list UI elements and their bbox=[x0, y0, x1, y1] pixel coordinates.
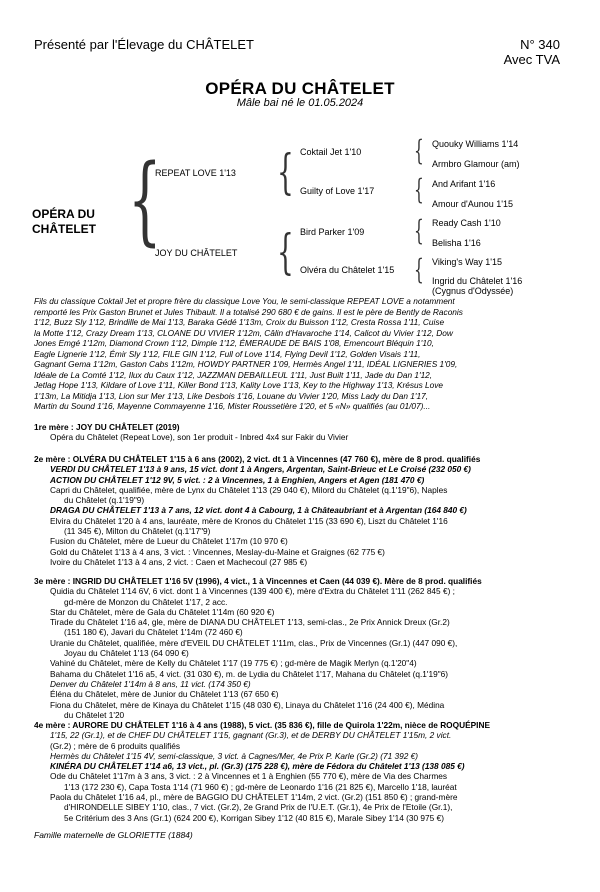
pedigree-ss-sire: Quouky Williams 1'14 bbox=[432, 139, 519, 149]
intro-line: Jones Emgé 1'12m, Diamond Crown 1'12, Dimple 1'12, ÉMERAUDE DE BAIS 1'08, Emencourt Bléquin 1'10, bbox=[34, 338, 434, 348]
intro-line: remporté les Prix Gaston Brunet et Jules Thibault. Il a totalisé 290 680 € de gains. Il est le père de Bently de Raconis bbox=[34, 306, 463, 317]
third-dam-produce: Tirade du Châtelet 1'16 a4, gle, mère de DIANA DU CHÂTELET 1'13, semi-clas., 2e Prix Annick Dreux (Gr.2) bbox=[50, 617, 450, 628]
third-dam-produce: Fiona du Châtelet, mère de Kinaya du Châtelet 1'15 (48 030 €), Linaya du Châtelet 1'16 (24 400 €), Médina bbox=[50, 699, 445, 710]
pedigree-dam-sire: Bird Parker 1'09 bbox=[300, 227, 365, 237]
section-fourth-dam bbox=[34, 720, 574, 823]
third-dam-produce: Bahama du Châtelet 1'16 a5, 4 vict. (31 030 €), m. de Lydia du Châtelet 1'17, Mahana du Châtelet (q.1'19"6) bbox=[50, 668, 449, 679]
fourth-dam-produce-cont: d'HIRONDELLE SIBEY 1'10, clas., 7 vict. (Gr.2), 2e Grand Prix de l'U.E.T. (Gr.1), 4e Prix de l'Etoile (Gr.1), bbox=[64, 802, 453, 813]
pedigree-dam: JOY DU CHÂTELET bbox=[155, 248, 238, 258]
brace-ds: { bbox=[414, 214, 424, 247]
second-dam-produce: DRAGA DU CHÂTELET 1'13 à 7 ans, 12 vict. dont 4 à Cabourg, 1 à Châteaubriant et à Argentan (164 840 €) bbox=[50, 505, 467, 516]
horse-subtitle: Mâle bai né le 01.05.2024 bbox=[236, 97, 364, 109]
second-dam-produce-cont: (11 345 €), Milton du Châtelet (q.1'17"9) bbox=[64, 526, 211, 537]
pedigree-horse-line2: CHÂTELET bbox=[32, 222, 96, 236]
third-dam-produce: Quidia du Châtelet 1'14 6V, 6 vict. dont 1 à Vincennes (139 400 €), mère d'Extra du Châtelet 1'11 (262 845 €) ; bbox=[50, 586, 455, 597]
pedigree-sire-dam: Guilty of Love 1'17 bbox=[300, 186, 375, 196]
lot-info bbox=[504, 37, 560, 67]
intro-line: Fils du classique Coktail Jet et propre frère du classique Love You, le semi-classique REPEAT LOVE a notamment bbox=[34, 296, 455, 306]
section-first-dam bbox=[34, 422, 574, 443]
second-dam-produce: Fusion du Châtelet, mère de Lueur du Châtelet 1'17m (10 970 €) bbox=[50, 536, 288, 547]
fourth-dam-produce: KINÉRA DU CHÂTELET 1'14 a6, 13 vict., pl. (Gr.3) (175 228 €), mère de Fédora du Châtelet 1'13 (138 085 €) bbox=[50, 761, 465, 772]
second-dam-produce: Gold du Châtelet 1'13 à 4 ans, 3 vict. : Vincennes, Meslay-du-Maine et Graignes (62 775 €) bbox=[50, 546, 385, 557]
intro-paragraph bbox=[34, 296, 570, 412]
brace-ss: { bbox=[414, 134, 424, 167]
third-dam-produce-cont: du Châtelet 1'20 bbox=[64, 709, 125, 720]
intro-line: 1'12, Buzz Sly 1'12, Brindille de Mai 1'13, Baraka Gédé 1'13m, Croix du Buisson 1'12, Cresta Rossa 1'11, Cuise bbox=[34, 317, 445, 327]
third-dam-produce: Star du Châtelet, mère de Gala du Châtelet 1'14m (60 920 €) bbox=[50, 606, 275, 617]
second-dam-produce: ACTION DU CHÂTELET 1'12 9V, 5 vict. : 2 à Vincennes, 1 à Enghien, Angers et Agen (181 470 €) bbox=[50, 474, 425, 485]
presenter-line: Présenté par l'Élevage du CHÂTELET bbox=[34, 37, 254, 52]
brace-dam: { bbox=[277, 224, 294, 280]
second-dam-produce-cont: du Châtelet (q.1'19"9) bbox=[64, 495, 145, 506]
brace-dd: { bbox=[414, 253, 424, 286]
pedigree-dd-sire: Viking's Way 1'15 bbox=[432, 257, 502, 267]
pedigree-sire: REPEAT LOVE 1'13 bbox=[155, 168, 236, 178]
third-dam-produce: Vahiné du Châtelet, mère de Kelly du Châtelet 1'17 (19 775 €) ; gd-mère de Magik Merlyn (q.1'20"4) bbox=[50, 658, 417, 669]
brace-sd: { bbox=[414, 173, 424, 206]
intro-line: Gagnant Gema 1'12m, Gaston Cabs 1'12m, HOWDY PARTNER 1'09, Hermès Angel 1'11, IDÉAL LIGNERIES 1'09, bbox=[34, 359, 458, 369]
pedigree-dd-dam: Ingrid du Châtelet 1'16 bbox=[432, 276, 523, 286]
brace-main: { bbox=[128, 144, 162, 256]
pedigree-sd-sire: And Arifant 1'16 bbox=[432, 179, 496, 189]
section-second-dam bbox=[34, 454, 574, 567]
third-dam-produce-cont: (151 180 €), Javari du Châtelet 1'14m (72 460 €) bbox=[64, 627, 243, 638]
intro-line: la Motte 1'12, Crazy Dream 1'13, CLOANE DU VIVIER 1'12m, Câlin d'Havaroche 1'14, Calicot du Vivier 1'12, Dow bbox=[34, 327, 453, 338]
third-dam-produce: Denver du Châtelet 1'14m à 8 ans, 11 vict. (174 350 €) bbox=[50, 678, 251, 689]
pedigree-horse bbox=[32, 207, 132, 237]
first-dam-heading: 1re mère : JOY DU CHÂTELET (2019) bbox=[34, 422, 180, 432]
fourth-dam-heading-cont: 1'15, 22 (Gr.1), et de CHEF DU CHÂTELET 1'15, gagnant (Gr.3), et de DERBY DU CHÂTELET 1'15m, 2 vict. bbox=[50, 730, 452, 741]
pedigree-ds-dam: Belisha 1'16 bbox=[432, 238, 481, 248]
intro-line: Idéale de La Comté 1'12, Ilux du Caux 1'12, JAZZMAN DEBAILLEUL 1'11, Just Built 1'11, Jade du Dan 1'12, bbox=[34, 369, 433, 380]
intro-line: Martin du Sound 1'16, Mayenne Commayenne 1'16, Mister Roussetière 1'20, et 5 «N» qualifiés (au 01/07)... bbox=[34, 401, 431, 411]
third-dam-produce: Éléna du Châtelet, mère de Junior du Châtelet 1'13 (67 650 €) bbox=[50, 689, 279, 700]
horse-title: OPÉRA DU CHÂTELET bbox=[205, 79, 395, 98]
pedigree-ds-sire: Ready Cash 1'10 bbox=[432, 218, 501, 228]
brace-sire: { bbox=[277, 144, 294, 200]
second-dam-heading: 2e mère : OLVÉRA DU CHÂTELET 1'15 à 6 ans (2002), 2 vict. dt 1 à Vincennes (47 760 €), mère de 8 prod. qualifiés bbox=[34, 454, 481, 464]
fourth-dam-produce: Paola du Châtelet 1'16 a4, pl., mère de BAGGIO DU CHÂTELET 1'14m, 2 vict. (Gr.2) (151 850 €) ; grand-mère bbox=[50, 792, 458, 803]
second-dam-produce: Elvira du Châtelet 1'20 à 4 ans, lauréate, mère de Kronos du Châtelet 1'15 (33 690 €), Liszt du Châtelet 1'16 bbox=[50, 515, 448, 526]
fourth-dam-heading: 4e mère : AURORE DU CHÂTELET 1'16 à 4 ans (1988), 5 vict. (35 836 €), fille de Quirola 1'22m, nièce de ROQUÉPINE bbox=[34, 720, 490, 730]
intro-line: Jetlag Hope 1'13, Kildare of Love 1'11, Killer Bond 1'13, Kality Love 1'13, Key to the Highway 1'13, Krésus Love bbox=[34, 380, 444, 390]
second-dam-produce: Ivoire du Châtelet 1'13 à 4 ans, 2 vict. : Caen et Machecoul (27 985 €) bbox=[50, 556, 308, 567]
maternal-family: Famille maternelle de GLORIETTE (1884) bbox=[34, 830, 193, 840]
pedigree-dam-dam: Olvéra du Châtelet 1'15 bbox=[300, 265, 395, 275]
section-third-dam bbox=[34, 576, 574, 720]
pedigree-ss-dam: Armbro Glamour (am) bbox=[432, 159, 520, 169]
first-dam-produce: Opéra du Châtelet (Repeat Love), son 1er produit - Inbred 4x4 sur Fakir du Vivier bbox=[50, 432, 349, 443]
pedigree-sd-dam: Amour d'Aunou 1'15 bbox=[432, 199, 513, 209]
pedigree-sire-sire: Coktail Jet 1'10 bbox=[300, 147, 362, 157]
pedigree-dd-dam-origin: (Cygnus d'Odyssée) bbox=[432, 286, 514, 296]
fourth-dam-produce: Ode du Châtelet 1'17m à 3 ans, 3 vict. : 2 à Vincennes et 1 à Enghien (55 770 €), mère de Via des Charmes bbox=[50, 771, 448, 782]
fourth-dam-produce-cont: 1'13 (172 230 €), Capa Tosta 1'14 (71 960 €) ; gd-mère de Leonardo 1'16 (21 825 €), Marcello 1'18, lauréat bbox=[64, 781, 457, 792]
lot-number: N° 340 bbox=[520, 37, 560, 52]
intro-line: Eagle Lignerie 1'12, Émir Sly 1'12, FILE GIN 1'12, Full of Love 1'14, Flying Devil 1'12, Golden Visais 1'11, bbox=[34, 348, 421, 359]
second-dam-produce: Capri du Châtelet, qualifiée, mère de Lynx du Châtelet 1'13 (29 040 €), Milord du Châtelet (q.1'19"6), Naples bbox=[50, 484, 448, 495]
third-dam-produce: Uranie du Châtelet, qualifiée, mère d'EVEIL DU CHÂTELET 1'11m, clas., Prix de Vincennes (Gr.1) (447 090 €), bbox=[50, 637, 458, 648]
pedigree-horse-line1: OPÉRA DU bbox=[32, 207, 95, 221]
fourth-dam-produce: Hermès du Châtelet 1'15 4V, semi-classique, 3 vict. à Cagnes/Mer, 4e Prix P. Karle (Gr.2) (71 392 €) bbox=[50, 750, 419, 761]
third-dam-produce-cont: Joyau du Châtelet 1'13 (64 090 €) bbox=[64, 648, 189, 659]
second-dam-produce: VERDI DU CHÂTELET 1'13 à 9 ans, 15 vict. dont 1 à Angers, Argentan, Saint-Brieuc et Le Croisé (232 050 €) bbox=[50, 464, 471, 475]
intro-line: 1'13m, La Mitidja 1'13, Lion sur Mer 1'13, Like Desbois 1'16, Louane du Vivier 1'20, Miss Lady du Dan 1'17, bbox=[34, 390, 429, 401]
fourth-dam-heading-cont: (Gr.2) ; mère de 6 produits qualifiés bbox=[50, 740, 181, 751]
tva-label: Avec TVA bbox=[503, 52, 560, 67]
fourth-dam-produce-cont: 5e Critérium des 3 Ans (Gr.1) (624 200 €), Korrigan Sibey 1'12 (40 815 €), Marale Sibey 1'14 (30 975 €) bbox=[64, 812, 444, 823]
third-dam-produce-cont: gd-mère de Monzon du Châtelet 1'17, 2 acc. bbox=[64, 596, 228, 607]
third-dam-heading: 3e mère : INGRID DU CHÂTELET 1'16 5V (1996), 4 vict., 1 à Vincennes et Caen (44 039 €). Mère de 8 prod. qualifiés bbox=[34, 576, 482, 586]
